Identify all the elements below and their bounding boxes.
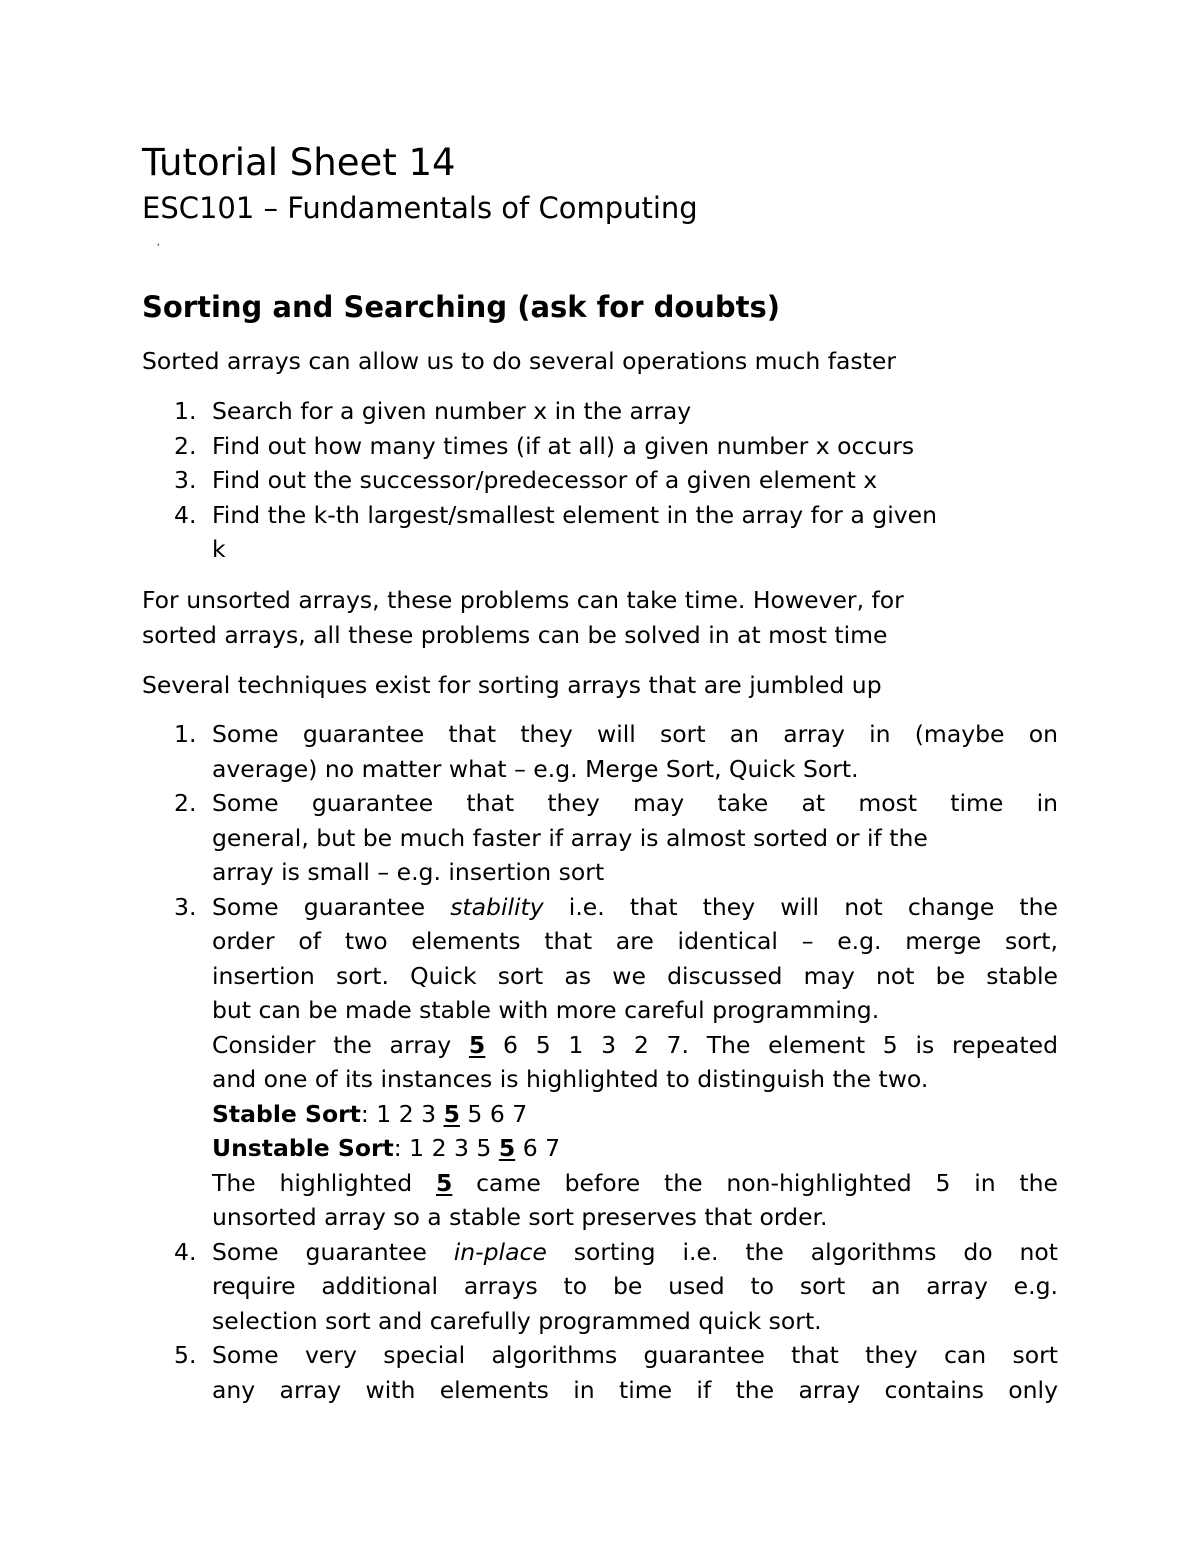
list-number: 4.: [174, 1237, 197, 1266]
list-item: [142, 1235, 1058, 1339]
unstable-sort-label: Unstable Sort: [212, 1134, 394, 1162]
list-item-text: average) no matter what – e.g. Merge Sort, Quick Sort.: [212, 754, 859, 783]
page-title: Tutorial Sheet 14: [142, 141, 456, 184]
list-item: [142, 890, 1058, 1235]
list-item: [142, 463, 1058, 498]
highlighted-element: 5: [498, 1134, 516, 1162]
paragraph-line: For unsorted arrays, these problems can take time. However, for: [142, 586, 904, 614]
text-run: sorting i.e. the algorithms do not: [546, 1237, 1058, 1266]
text-run: : 1 2 3: [360, 1099, 444, 1128]
list-item-text: Search for a given number x in the array: [212, 397, 692, 425]
techniques-list: [142, 717, 1058, 1407]
stray-mark: ': [157, 243, 160, 253]
list-item-text: selection sort and carefully programmed quick sort.: [212, 1306, 822, 1335]
highlighted-element: 5: [443, 1099, 460, 1128]
highlighted-element: 5: [435, 1168, 453, 1197]
complexity-paragraph: [142, 583, 1058, 652]
list-item-text: general, but be much faster if array is almost sorted or if the: [212, 823, 928, 852]
list-item: [142, 717, 1058, 786]
list-item-text: Find out the successor/predecessor of a given element x: [212, 466, 878, 494]
text-run: Consider the array: [212, 1030, 469, 1059]
text-run: Some guarantee: [212, 1237, 454, 1266]
list-item-text: [212, 1028, 1058, 1063]
list-item-text: insertion sort. Quick sort as we discussed may not be stable: [212, 961, 1058, 990]
list-item: [142, 498, 1058, 567]
list-item-text: [212, 1235, 1058, 1270]
text-run: The highlighted: [212, 1168, 436, 1197]
list-item-text: require additional arrays to be used to sort an array e.g.: [212, 1272, 1058, 1300]
list-item-text: unsorted array so a stable sort preserves that order.: [212, 1203, 828, 1231]
text-run: i.e. that they will not change the: [543, 892, 1058, 921]
list-item-text: [212, 890, 1058, 925]
text-run: Some guarantee: [212, 892, 451, 921]
list-item-text: Find out how many times (if at all) a given number x occurs: [212, 431, 915, 460]
list-item-text: Some guarantee that they will sort an array in (maybe on: [212, 720, 1058, 748]
list-number: 2.: [174, 789, 197, 817]
list-item-text: order of two elements that are identical – e.g. merge sort,: [212, 927, 1058, 955]
list-item-text: any array with elements in time if the array contains only: [212, 1375, 1058, 1404]
text-run: came before the non-highlighted 5 in the: [452, 1168, 1059, 1197]
text-run: : 1 2 3 5: [393, 1134, 499, 1162]
intro-paragraph: Sorted arrays can allow us to do several operations much faster: [142, 347, 896, 375]
emphasis-stability: stability: [450, 892, 544, 921]
emphasis-in-place: in-place: [453, 1237, 547, 1266]
stable-sort-label: Stable Sort: [212, 1099, 361, 1128]
list-item: [142, 786, 1058, 890]
techniques-paragraph: Several techniques exist for sorting arrays that are jumbled up: [142, 671, 882, 699]
list-item-text: array is small – e.g. insertion sort: [212, 858, 605, 886]
list-item-text: Find the k-th largest/smallest element in the array for a given: [212, 500, 937, 529]
text-run: 6 5 1 3 2 7. The element 5 is repeated: [485, 1030, 1058, 1059]
list-number: 3.: [174, 466, 197, 494]
unstable-sort-example: [212, 1131, 1058, 1166]
page-subtitle: ESC101 – Fundamentals of Computing: [142, 191, 698, 225]
list-item: [142, 429, 1058, 464]
text-run: 5 6 7: [459, 1099, 528, 1128]
section-heading: Sorting and Searching (ask for doubts): [142, 290, 781, 324]
text-run: 6 7: [515, 1134, 561, 1162]
list-item-text: Some very special algorithms guarantee that they can sort: [212, 1341, 1058, 1369]
list-number: 2.: [174, 431, 197, 460]
list-item: [142, 1338, 1058, 1407]
list-item-text: k: [212, 535, 226, 563]
stable-sort-example: [212, 1097, 1058, 1132]
list-number: 3.: [174, 892, 197, 921]
operations-list: [142, 394, 1058, 567]
list-number: 1.: [174, 720, 197, 748]
list-item-text: but can be made stable with more careful programming.: [212, 996, 880, 1024]
paragraph-line: sorted arrays, all these problems can be solved in at most time: [142, 620, 888, 649]
highlighted-element: 5: [468, 1030, 486, 1059]
list-number: 1.: [174, 397, 197, 425]
list-item: [142, 394, 1058, 429]
list-number: 4.: [174, 500, 197, 529]
list-item-text: [212, 1166, 1058, 1201]
list-item-text: Some guarantee that they may take at most time in: [212, 789, 1058, 817]
list-item-text: and one of its instances is highlighted to distinguish the two.: [212, 1065, 929, 1093]
list-number: 5.: [174, 1341, 197, 1369]
